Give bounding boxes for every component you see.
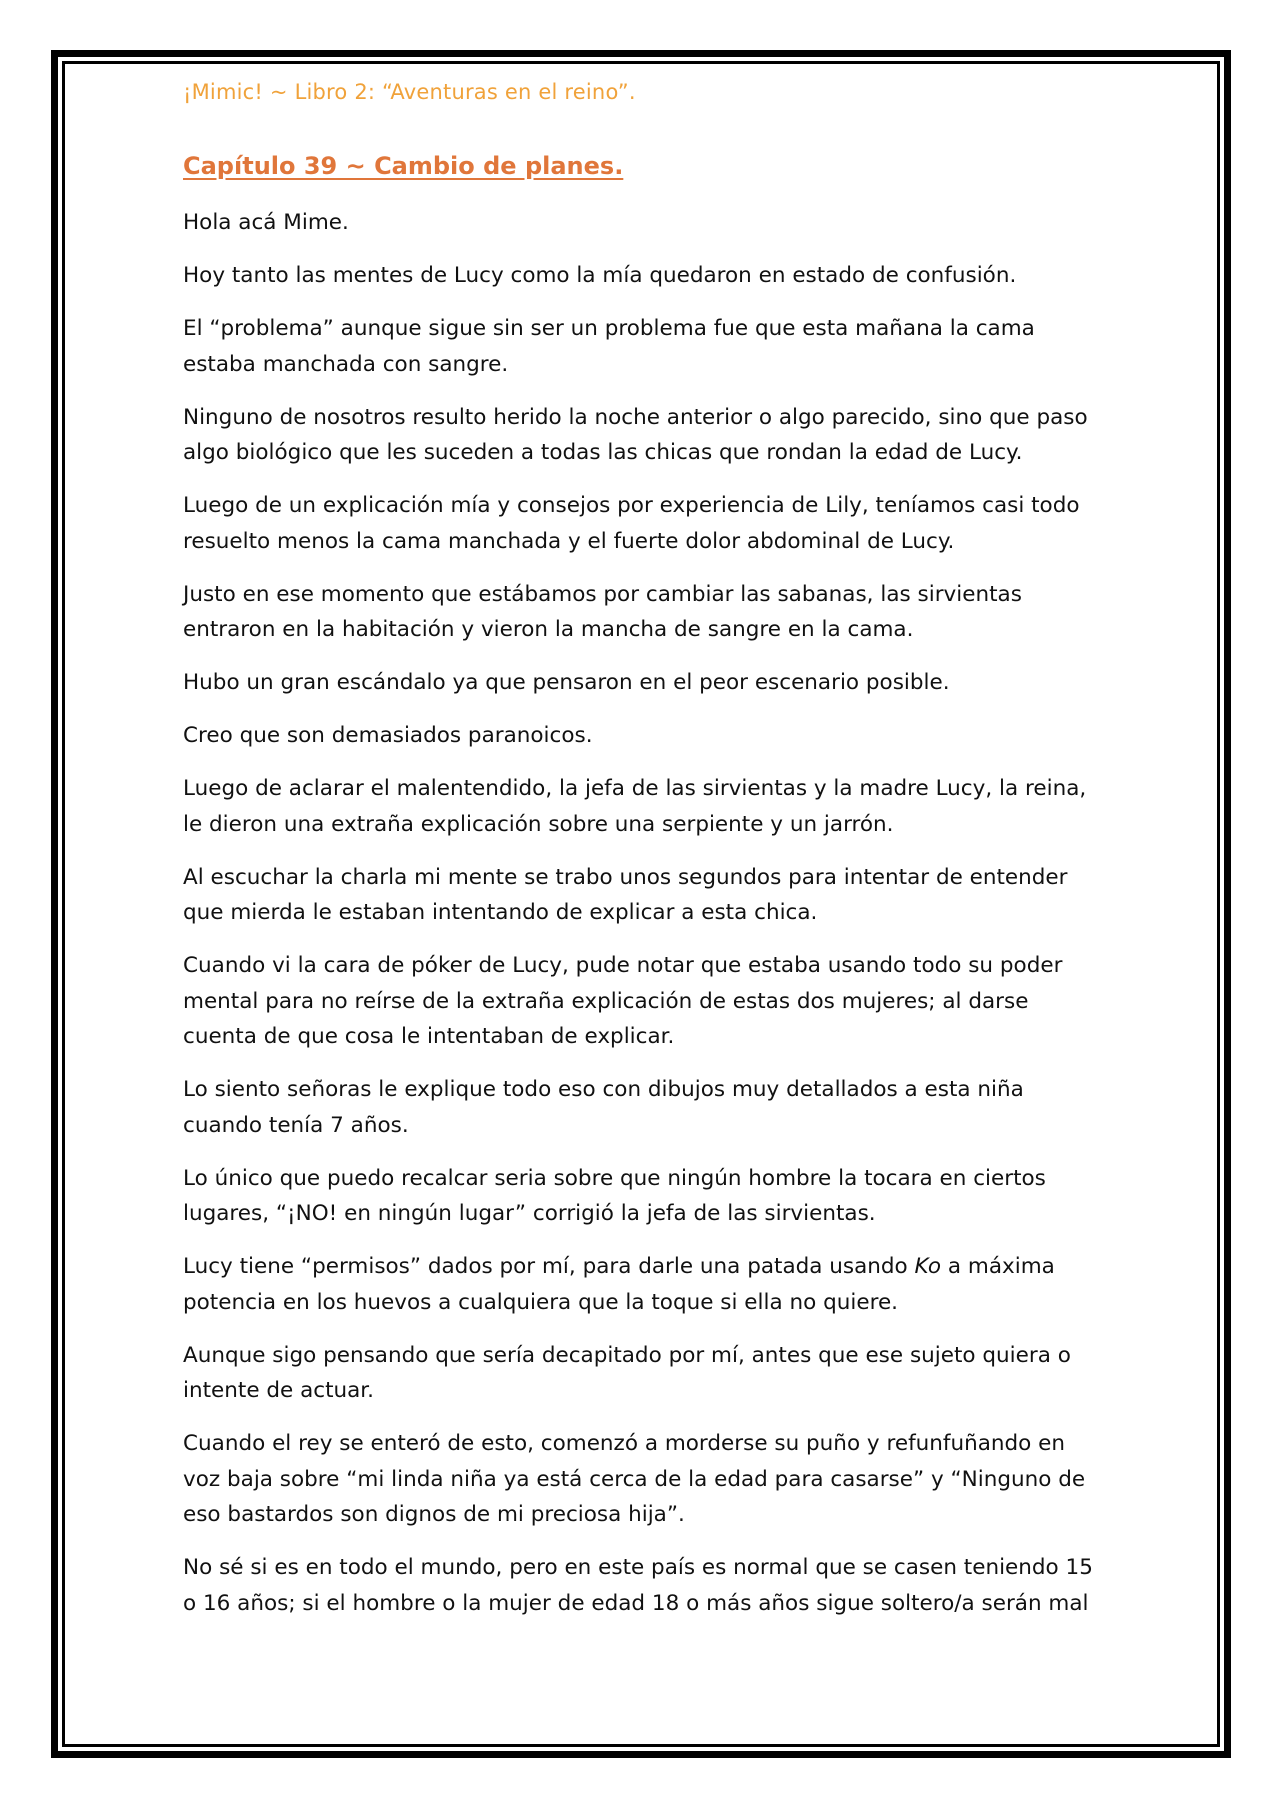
paragraph: Lo siento señoras le explique todo eso con dibujos muy detallados a esta niña cuando tenía 7 años. [183,1077,1024,1138]
paragraph-ko-before: Lucy tiene “permisos” dados por mí, para darle una patada usando [183,1254,915,1279]
paragraph: Ninguno de nosotros resulto herido la noche anterior o algo parecido, sino que paso algo biológico que les suceden a todas las chicas que rondan la edad de Lucy. [183,404,1088,465]
paragraph: Al escuchar la charla mi mente se trabo unos segundos para intentar de entender que mierda le estaban intentando de explicar a esta chica. [183,864,1068,925]
chapter-body [183,205,1103,1639]
paragraph: Hoy tanto las mentes de Lucy como la mía quedaron en estado de confusión. [183,263,1017,288]
ko-term: Ko [914,1254,942,1279]
paragraph: Hola acá Mime. [183,210,349,235]
paragraph: No sé si es en todo el mundo, pero en este país es normal que se casen teniendo 15 o 16 años; si el hombre o la mujer de edad 18 o más años sigue soltero/a serán mal [183,1555,1093,1616]
paragraph: Cuando el rey se enteró de esto, comenzó a morderse su puño y refunfuñando en voz baja sobre “mi linda niña ya está cerca de la edad para casarse” y “Ninguno de eso bastardos son dignos de mi preciosa hija”. [183,1431,1086,1527]
book-header: ¡Mimic! ~ Libro 2: “Aventuras en el reino”. [183,80,636,104]
paragraph: Justo en ese momento que estábamos por cambiar las sabanas, las sirvientas entraron en la habitación y vieron la mancha de sangre en la cama. [183,581,1022,642]
paragraph: Hubo un gran escándalo ya que pensaron en el peor escenario posible. [183,670,950,695]
paragraph: Luego de aclarar el malentendido, la jefa de las sirvientas y la madre Lucy, la reina, le dieron una extraña explicación sobre una serpiente y un jarrón. [183,776,1087,837]
paragraph: Lo único que puedo recalcar seria sobre que ningún hombre la tocara en ciertos lugares, “¡NO! en ningún lugar” corrigió la jefa de las sirvientas. [183,1165,1046,1226]
paragraph-ko-after: a máxima potencia en los huevos a cualquiera que la toque si ella no quiere. [183,1254,1055,1315]
paragraph: Creo que son demasiados paranoicos. [183,723,593,748]
paragraph-ko [183,1249,1103,1320]
chapter-title: Capítulo 39 ~ Cambio de planes. [183,152,624,180]
paragraph: El “problema” aunque sigue sin ser un problema fue que esta mañana la cama estaba manchada con sangre. [183,316,1035,377]
paragraph: Aunque sigo pensando que sería decapitado por mí, antes que ese sujeto quiera o intente de actuar. [183,1342,1071,1403]
paragraph: Cuando vi la cara de póker de Lucy, pude notar que estaba usando todo su poder mental para no reírse de la extraña explicación de estas dos mujeres; al darse cuenta de que cosa le intentaban de explicar. [183,953,1063,1049]
paragraph: Luego de un explicación mía y consejos por experiencia de Lily, teníamos casi todo resuelto menos la cama manchada y el fuerte dolor abdominal de Lucy. [183,493,1080,554]
page-content [183,72,1103,1616]
